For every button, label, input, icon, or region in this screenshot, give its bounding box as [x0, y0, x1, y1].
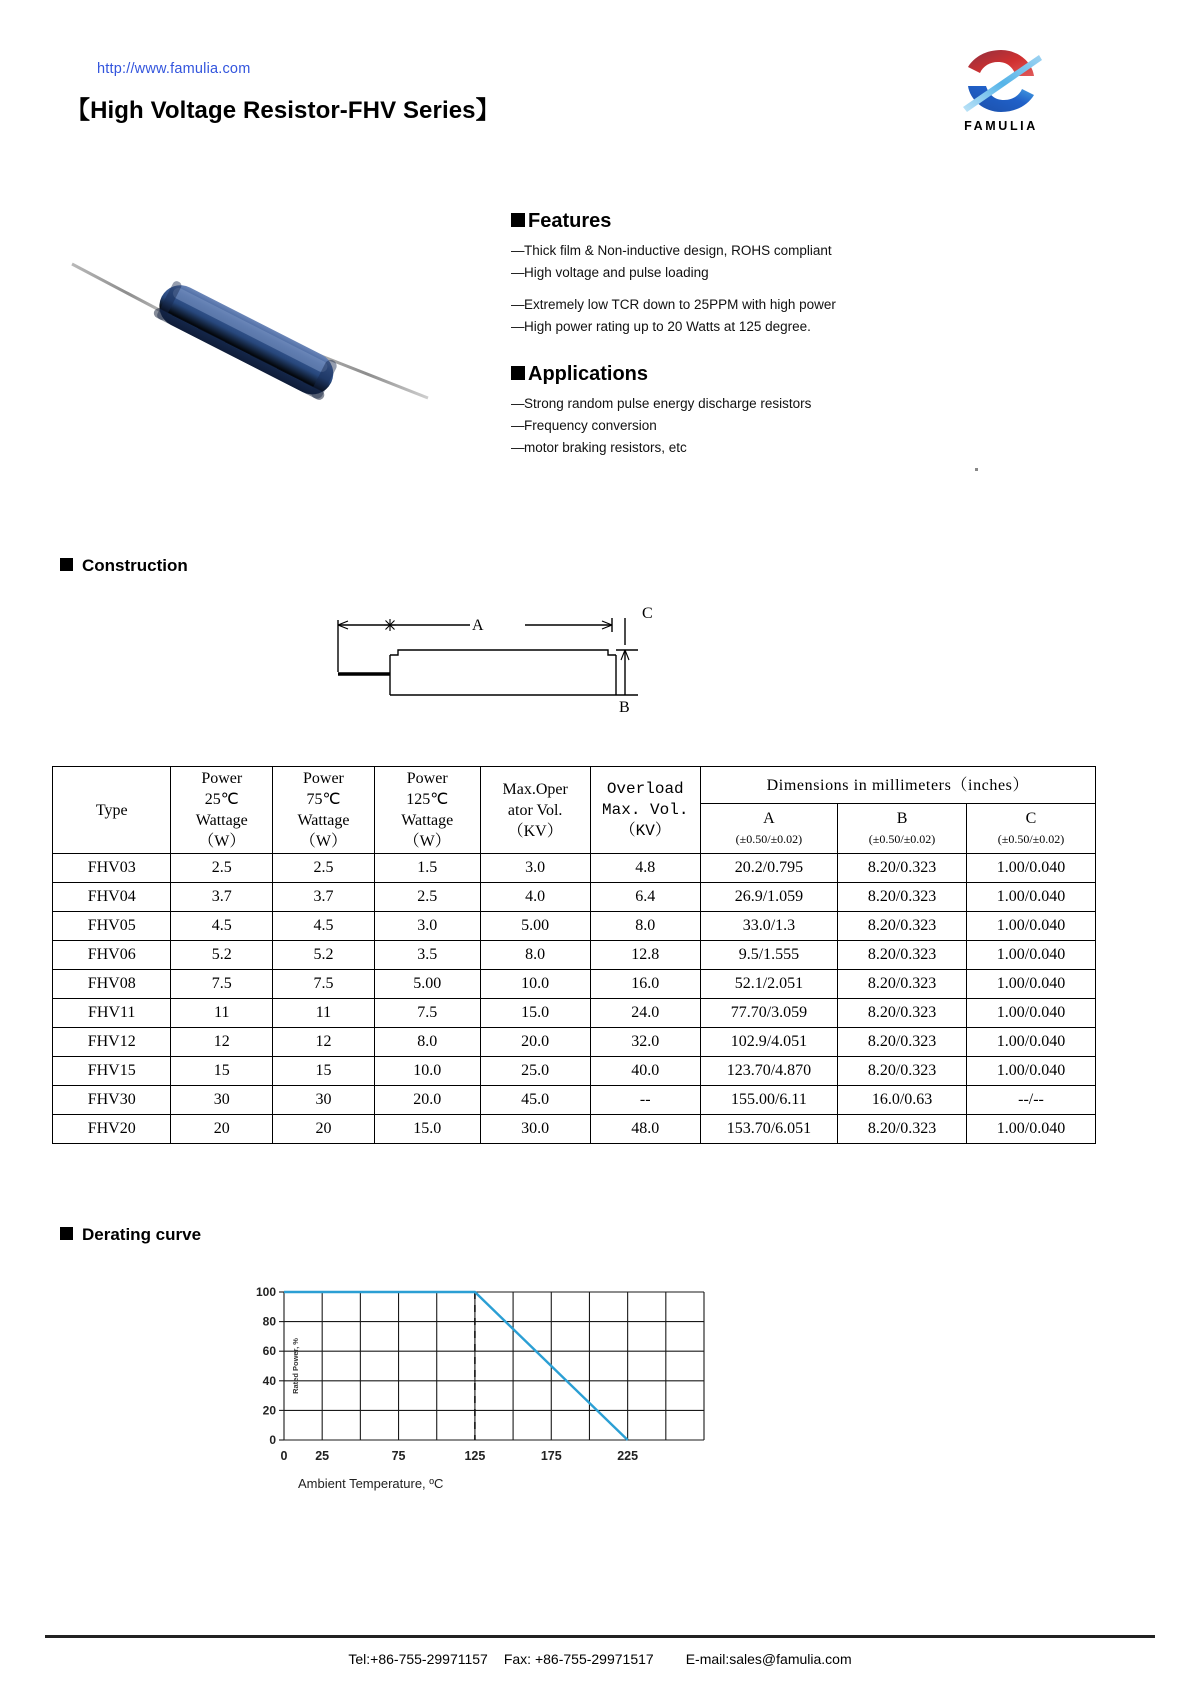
y-axis-title: Rated Power, %	[291, 1338, 300, 1394]
features-heading: Features	[511, 210, 611, 233]
x-tick-label: 75	[391, 1449, 406, 1463]
cell-dim-a: 155.00/6.11	[700, 1086, 837, 1115]
y-tick-label: 60	[262, 1344, 276, 1359]
cell-dim-c: --/--	[967, 1086, 1096, 1115]
list-item: —Strong random pulse energy discharge resistors	[511, 396, 812, 411]
x-tick-label: 25	[315, 1449, 330, 1463]
cell-dim-b: 8.20/0.323	[838, 1057, 967, 1086]
bullet-square-icon	[60, 558, 73, 571]
cell-power-125: 2.5	[374, 883, 480, 912]
header-row-1	[53, 767, 1096, 804]
cell-dim-b: 8.20/0.323	[838, 1028, 967, 1057]
col-dim-b: B (±0.50/±0.02)	[838, 804, 967, 854]
table-row	[53, 883, 1096, 912]
cell-overload: 16.0	[590, 970, 700, 999]
construction-drawing	[320, 600, 690, 715]
col-type: Type	[53, 767, 171, 854]
cell-type: FHV06	[53, 941, 171, 970]
cell-overload: 12.8	[590, 941, 700, 970]
col-dim-a: A (±0.50/±0.02)	[700, 804, 837, 854]
cell-power-75: 7.5	[273, 970, 375, 999]
dim-label-a: A	[472, 617, 484, 634]
list-item: —High voltage and pulse loading	[511, 265, 709, 280]
cell-dim-a: 20.2/0.795	[700, 854, 837, 883]
list-item: —Thick film & Non-inductive design, ROHS compliant	[511, 243, 832, 258]
cell-type: FHV04	[53, 883, 171, 912]
cell-dim-b: 8.20/0.323	[838, 999, 967, 1028]
cell-dim-b: 8.20/0.323	[838, 854, 967, 883]
list-item: —Extremely low TCR down to 25PPM with high power	[511, 297, 836, 312]
table-row	[53, 941, 1096, 970]
cell-max-operating: 25.0	[480, 1057, 590, 1086]
cell-max-operating: 5.00	[480, 912, 590, 941]
logo-wordmark: FAMULIA	[964, 119, 1038, 133]
derating-line	[284, 1292, 628, 1440]
derating-chart-svg	[236, 1282, 716, 1502]
stray-dot	[975, 468, 978, 471]
cell-max-operating: 4.0	[480, 883, 590, 912]
cell-dim-b: 8.20/0.323	[838, 941, 967, 970]
table-row	[53, 1057, 1096, 1086]
table-row	[53, 854, 1096, 883]
cell-power-25: 20	[171, 1115, 273, 1144]
cell-dim-b: 8.20/0.323	[838, 883, 967, 912]
col-power-125: Power 125℃ Wattage （W）	[374, 767, 480, 854]
col-dimensions-group: Dimensions in millimeters（inches）	[700, 767, 1095, 804]
y-tick-label: 80	[262, 1314, 276, 1329]
cell-power-25: 11	[171, 999, 273, 1028]
cell-dim-a: 52.1/2.051	[700, 970, 837, 999]
cell-power-125: 7.5	[374, 999, 480, 1028]
cell-max-operating: 10.0	[480, 970, 590, 999]
cell-power-25: 12	[171, 1028, 273, 1057]
cell-power-75: 4.5	[273, 912, 375, 941]
x-axis-title: Ambient Temperature, ºC	[298, 1476, 444, 1491]
cell-dim-a: 26.9/1.059	[700, 883, 837, 912]
cell-power-75: 2.5	[273, 854, 375, 883]
table-header	[53, 767, 1096, 854]
footer-tel: Tel:+86-755-29971157	[348, 1651, 488, 1667]
cell-overload: 40.0	[590, 1057, 700, 1086]
cell-power-25: 30	[171, 1086, 273, 1115]
footer-divider	[45, 1635, 1155, 1638]
specification-table	[52, 766, 1096, 1144]
dim-label-c: C	[642, 605, 653, 622]
cell-overload: 48.0	[590, 1115, 700, 1144]
cell-power-125: 3.5	[374, 941, 480, 970]
cell-type: FHV20	[53, 1115, 171, 1144]
y-tick-label: 100	[255, 1285, 276, 1299]
cell-overload: 8.0	[590, 912, 700, 941]
list-item: —Frequency conversion	[511, 418, 657, 433]
footer-email: E-mail:sales@famulia.com	[685, 1651, 852, 1667]
cell-power-125: 15.0	[374, 1115, 480, 1144]
website-url[interactable]: http://www.famulia.com	[97, 61, 251, 77]
famulia-logo-icon	[956, 45, 1046, 117]
y-tick-label: 0	[269, 1433, 276, 1447]
col-overload-voltage: Overload Max. Vol. （KV）	[590, 767, 700, 854]
table-row	[53, 1086, 1096, 1115]
cell-dim-a: 123.70/4.870	[700, 1057, 837, 1086]
cell-power-25: 15	[171, 1057, 273, 1086]
cell-power-25: 5.2	[171, 941, 273, 970]
table-row	[53, 970, 1096, 999]
cell-type: FHV15	[53, 1057, 171, 1086]
cell-power-25: 2.5	[171, 854, 273, 883]
col-dim-c: C (±0.50/±0.02)	[967, 804, 1096, 854]
product-photo	[60, 230, 480, 430]
cell-dim-b: 8.20/0.323	[838, 970, 967, 999]
cell-max-operating: 30.0	[480, 1115, 590, 1144]
list-item: —motor braking resistors, etc	[511, 440, 687, 455]
cell-dim-c: 1.00/0.040	[967, 1057, 1096, 1086]
list-item: —High power rating up to 20 Watts at 125 degree.	[511, 319, 811, 334]
cell-dim-b: 8.20/0.323	[838, 912, 967, 941]
cell-overload: 6.4	[590, 883, 700, 912]
y-tick-label: 40	[262, 1373, 276, 1388]
cell-overload: 24.0	[590, 999, 700, 1028]
y-tick-label: 20	[262, 1403, 276, 1418]
cell-type: FHV30	[53, 1086, 171, 1115]
cell-max-operating: 8.0	[480, 941, 590, 970]
construction-heading: Construction	[60, 556, 188, 576]
cell-power-125: 1.5	[374, 854, 480, 883]
applications-list	[511, 393, 811, 459]
table-row	[53, 1115, 1096, 1144]
bullet-square-icon	[511, 366, 525, 380]
cell-power-125: 10.0	[374, 1057, 480, 1086]
cell-power-75: 20	[273, 1115, 375, 1144]
cell-power-25: 7.5	[171, 970, 273, 999]
x-tick-label: 225	[617, 1449, 639, 1463]
cell-type: FHV08	[53, 970, 171, 999]
cell-dim-c: 1.00/0.040	[967, 1028, 1096, 1057]
col-power-75: Power 75℃ Wattage （W）	[273, 767, 375, 854]
footer-fax: Fax: +86-755-29971517	[503, 1651, 654, 1667]
table-row	[53, 912, 1096, 941]
cell-dim-b: 8.20/0.323	[838, 1115, 967, 1144]
cell-power-75: 15	[273, 1057, 375, 1086]
cell-overload: 4.8	[590, 854, 700, 883]
page-title: 【High Voltage Resistor-FHV Series】	[66, 97, 500, 124]
cell-power-125: 20.0	[374, 1086, 480, 1115]
table-row	[53, 1028, 1096, 1057]
derating-chart	[236, 1282, 716, 1507]
cell-dim-c: 1.00/0.040	[967, 999, 1096, 1028]
applications-heading: Applications	[511, 363, 648, 386]
cell-max-operating: 15.0	[480, 999, 590, 1028]
cell-power-75: 3.7	[273, 883, 375, 912]
cell-overload: --	[590, 1086, 700, 1115]
cell-power-25: 3.7	[171, 883, 273, 912]
cell-dim-c: 1.00/0.040	[967, 1115, 1096, 1144]
cell-power-125: 5.00	[374, 970, 480, 999]
cell-dim-a: 102.9/4.051	[700, 1028, 837, 1057]
derating-heading: Derating curve	[60, 1225, 201, 1245]
table-row	[53, 999, 1096, 1028]
dim-label-b: B	[619, 699, 630, 715]
cell-power-75: 12	[273, 1028, 375, 1057]
cell-dim-a: 77.70/3.059	[700, 999, 837, 1028]
x-tick-label: 125	[464, 1449, 486, 1463]
cell-dim-c: 1.00/0.040	[967, 883, 1096, 912]
cell-dim-c: 1.00/0.040	[967, 854, 1096, 883]
cell-dim-c: 1.00/0.040	[967, 941, 1096, 970]
cell-power-75: 11	[273, 999, 375, 1028]
cell-power-125: 8.0	[374, 1028, 480, 1057]
cell-type: FHV03	[53, 854, 171, 883]
cell-power-25: 4.5	[171, 912, 273, 941]
company-logo	[946, 45, 1056, 150]
bullet-square-icon	[511, 213, 525, 227]
cell-overload: 32.0	[590, 1028, 700, 1057]
col-max-operating-voltage: Max.Oper ator Vol. （KV）	[480, 767, 590, 854]
footer-contact	[0, 1651, 1200, 1667]
cell-type: FHV05	[53, 912, 171, 941]
x-tick-label: 0	[280, 1449, 288, 1463]
cell-dim-b: 16.0/0.63	[838, 1086, 967, 1115]
cell-max-operating: 3.0	[480, 854, 590, 883]
cell-max-operating: 45.0	[480, 1086, 590, 1115]
cell-dim-a: 9.5/1.555	[700, 941, 837, 970]
table-body	[53, 854, 1096, 1144]
cell-type: FHV11	[53, 999, 171, 1028]
col-power-25: Power 25℃ Wattage （W）	[171, 767, 273, 854]
cell-dim-c: 1.00/0.040	[967, 970, 1096, 999]
cell-power-75: 30	[273, 1086, 375, 1115]
cell-max-operating: 20.0	[480, 1028, 590, 1057]
bullet-square-icon	[60, 1227, 73, 1240]
cell-dim-a: 33.0/1.3	[700, 912, 837, 941]
x-tick-label: 175	[540, 1449, 562, 1463]
cell-dim-c: 1.00/0.040	[967, 912, 1096, 941]
cell-power-125: 3.0	[374, 912, 480, 941]
features-list	[511, 240, 836, 338]
cell-type: FHV12	[53, 1028, 171, 1057]
cell-dim-a: 153.70/6.051	[700, 1115, 837, 1144]
cell-power-75: 5.2	[273, 941, 375, 970]
